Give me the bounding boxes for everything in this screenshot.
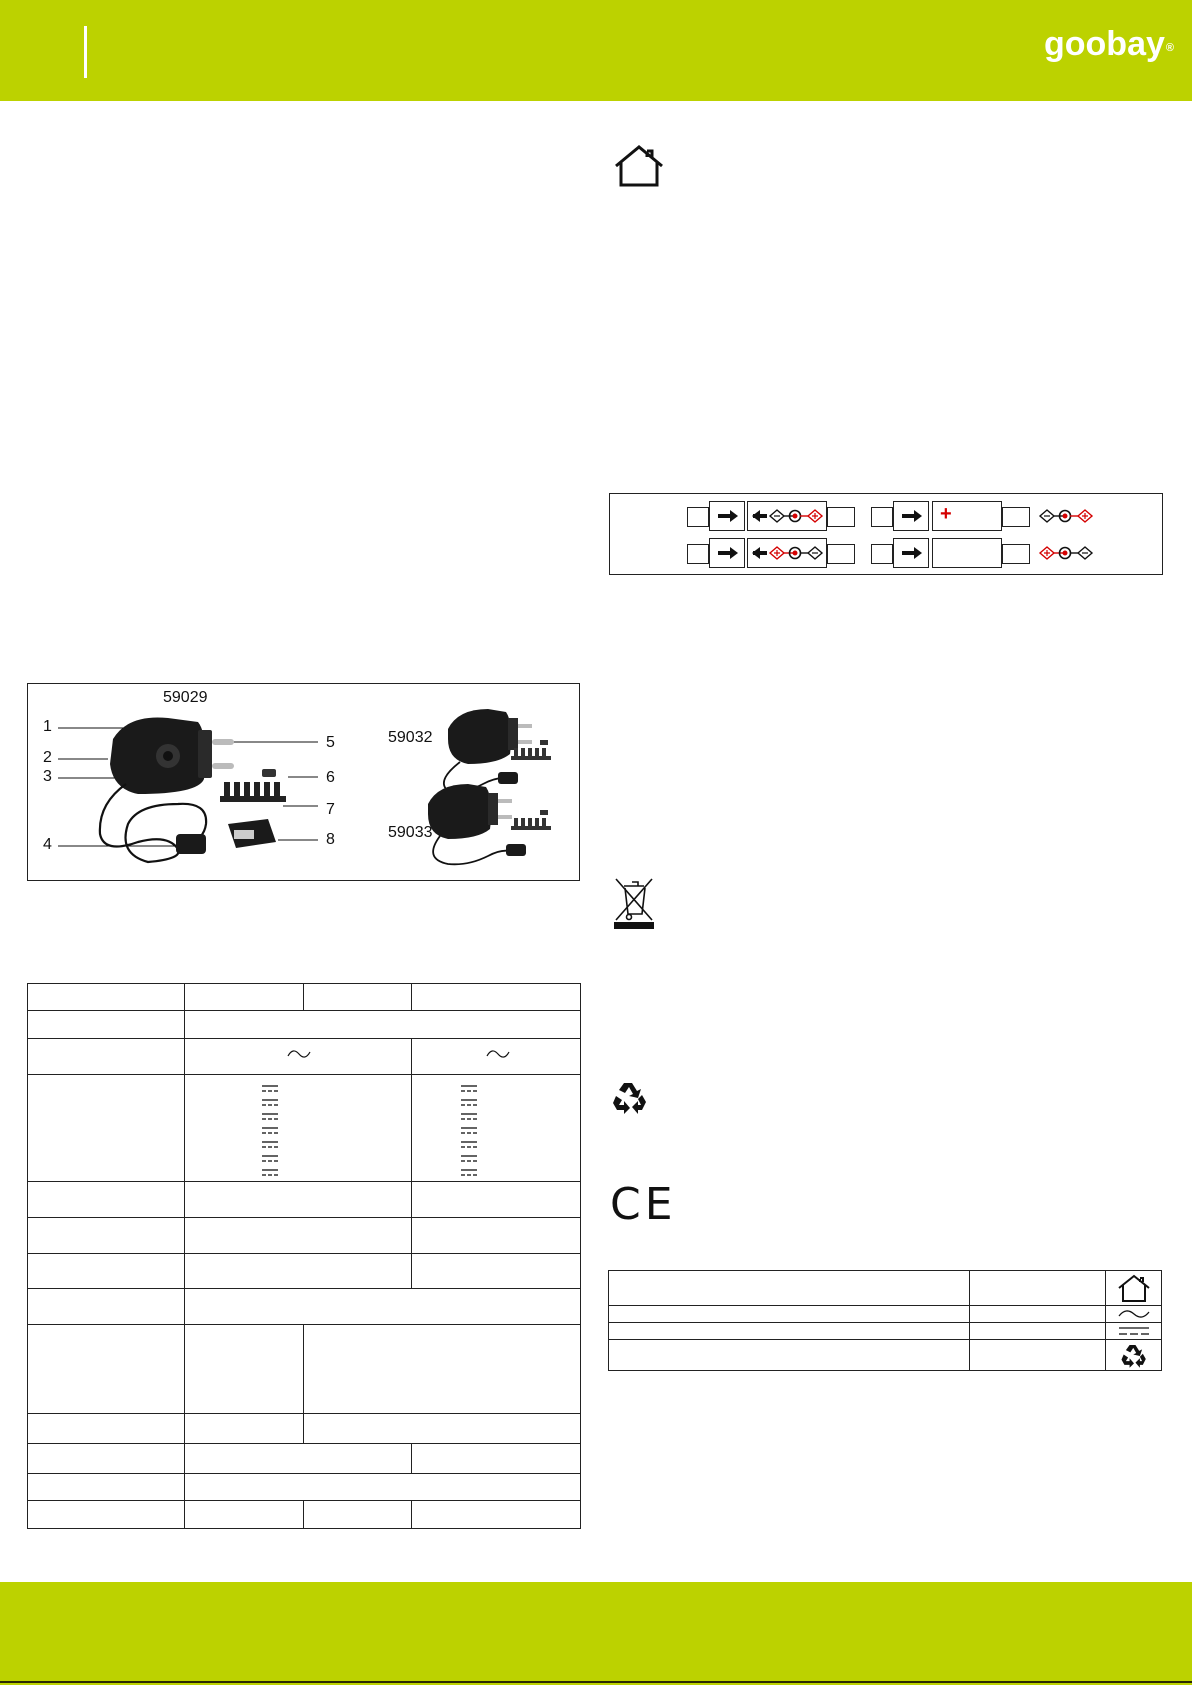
table-rule (27, 1443, 581, 1444)
ac-symbol-icon (287, 1047, 311, 1061)
connector-stub (687, 544, 709, 564)
table-rule (608, 1270, 1162, 1271)
table-rule (27, 983, 581, 984)
connector-stub (871, 544, 893, 564)
table-rule (1105, 1270, 1106, 1371)
brand-logo (1044, 24, 1173, 64)
polarity-diagram (609, 493, 1163, 575)
recycling-icon (1118, 1342, 1150, 1370)
table-rule (608, 1305, 1162, 1306)
header-divider (84, 26, 87, 78)
callout-4: 4 (43, 836, 52, 853)
brand-logo-text: goobay (1044, 25, 1165, 63)
footer-rule (0, 1681, 1192, 1683)
table-rule (27, 1528, 581, 1529)
footer-band (0, 1582, 1192, 1685)
model-number-c: 59033 (388, 824, 433, 841)
polarity-label-box (932, 501, 1002, 531)
callout-5: 5 (326, 734, 335, 751)
callout-3: 3 (43, 768, 52, 785)
dc-symbol-icon (260, 1083, 280, 1183)
registered-mark: ® (1165, 42, 1175, 54)
table-rule (27, 1010, 581, 1011)
table-rule (411, 1443, 412, 1473)
plus-sign: + (940, 503, 952, 525)
ce-mark: CE (610, 1179, 677, 1230)
header-band (0, 0, 1192, 101)
table-rule (27, 1324, 581, 1325)
model-number-b: 59032 (388, 729, 433, 746)
arrow-box (709, 538, 745, 568)
arrow-box (893, 501, 929, 531)
table-rule (27, 1038, 581, 1039)
polarity-center-positive (747, 538, 827, 568)
table-rule (27, 1473, 581, 1474)
callout-7: 7 (326, 801, 335, 818)
table-rule (27, 1253, 581, 1254)
table-rule (580, 983, 581, 1529)
table-rule (27, 1288, 581, 1289)
table-rule (27, 983, 28, 1529)
table-rule (27, 1181, 581, 1182)
crossed-out-bin-icon (610, 876, 660, 930)
table-rule (27, 1074, 581, 1075)
table-rule (303, 1324, 304, 1443)
ac-symbol-icon (1116, 1307, 1152, 1321)
table-rule (608, 1322, 1162, 1323)
house-icon (1116, 1273, 1152, 1303)
polarity-symbol-center-negative (1038, 539, 1116, 567)
table-rule (608, 1370, 1162, 1371)
callout-8: 8 (326, 831, 335, 848)
callout-6: 6 (326, 769, 335, 786)
connector-stub (1002, 544, 1030, 564)
polarity-center-negative (747, 501, 827, 531)
callout-2: 2 (43, 749, 52, 766)
connector-stub (827, 544, 855, 564)
ac-symbol-icon (486, 1047, 510, 1061)
table-rule (411, 983, 412, 1010)
table-rule (27, 1500, 581, 1501)
table-rule (608, 1270, 609, 1371)
connector-stub (1002, 507, 1030, 527)
table-rule (303, 983, 304, 1010)
dc-symbol-icon (1116, 1324, 1152, 1338)
table-rule (303, 1500, 304, 1528)
table-rule (608, 1339, 1162, 1340)
table-rule (969, 1270, 970, 1371)
table-rule (184, 983, 185, 1529)
recycling-icon (610, 1079, 650, 1117)
arrow-box (709, 501, 745, 531)
callout-1: 1 (43, 718, 52, 735)
connector-stub (687, 507, 709, 527)
polarity-symbol-center-positive (1038, 502, 1116, 530)
arrow-box (893, 538, 929, 568)
adapter-illustration (28, 684, 579, 880)
table-rule (1161, 1270, 1162, 1371)
table-rule (27, 1413, 581, 1414)
house-icon (612, 144, 666, 188)
polarity-label-box (932, 538, 1002, 568)
connector-stub (827, 507, 855, 527)
specifications-table (27, 983, 581, 1529)
product-figure (27, 683, 580, 881)
table-rule (27, 1217, 581, 1218)
connector-stub (871, 507, 893, 527)
model-number-main: 59029 (163, 689, 208, 706)
table-rule (411, 1500, 412, 1528)
table-rule (411, 1038, 412, 1288)
dc-symbol-icon (459, 1083, 479, 1183)
symbol-legend-table (608, 1270, 1162, 1371)
